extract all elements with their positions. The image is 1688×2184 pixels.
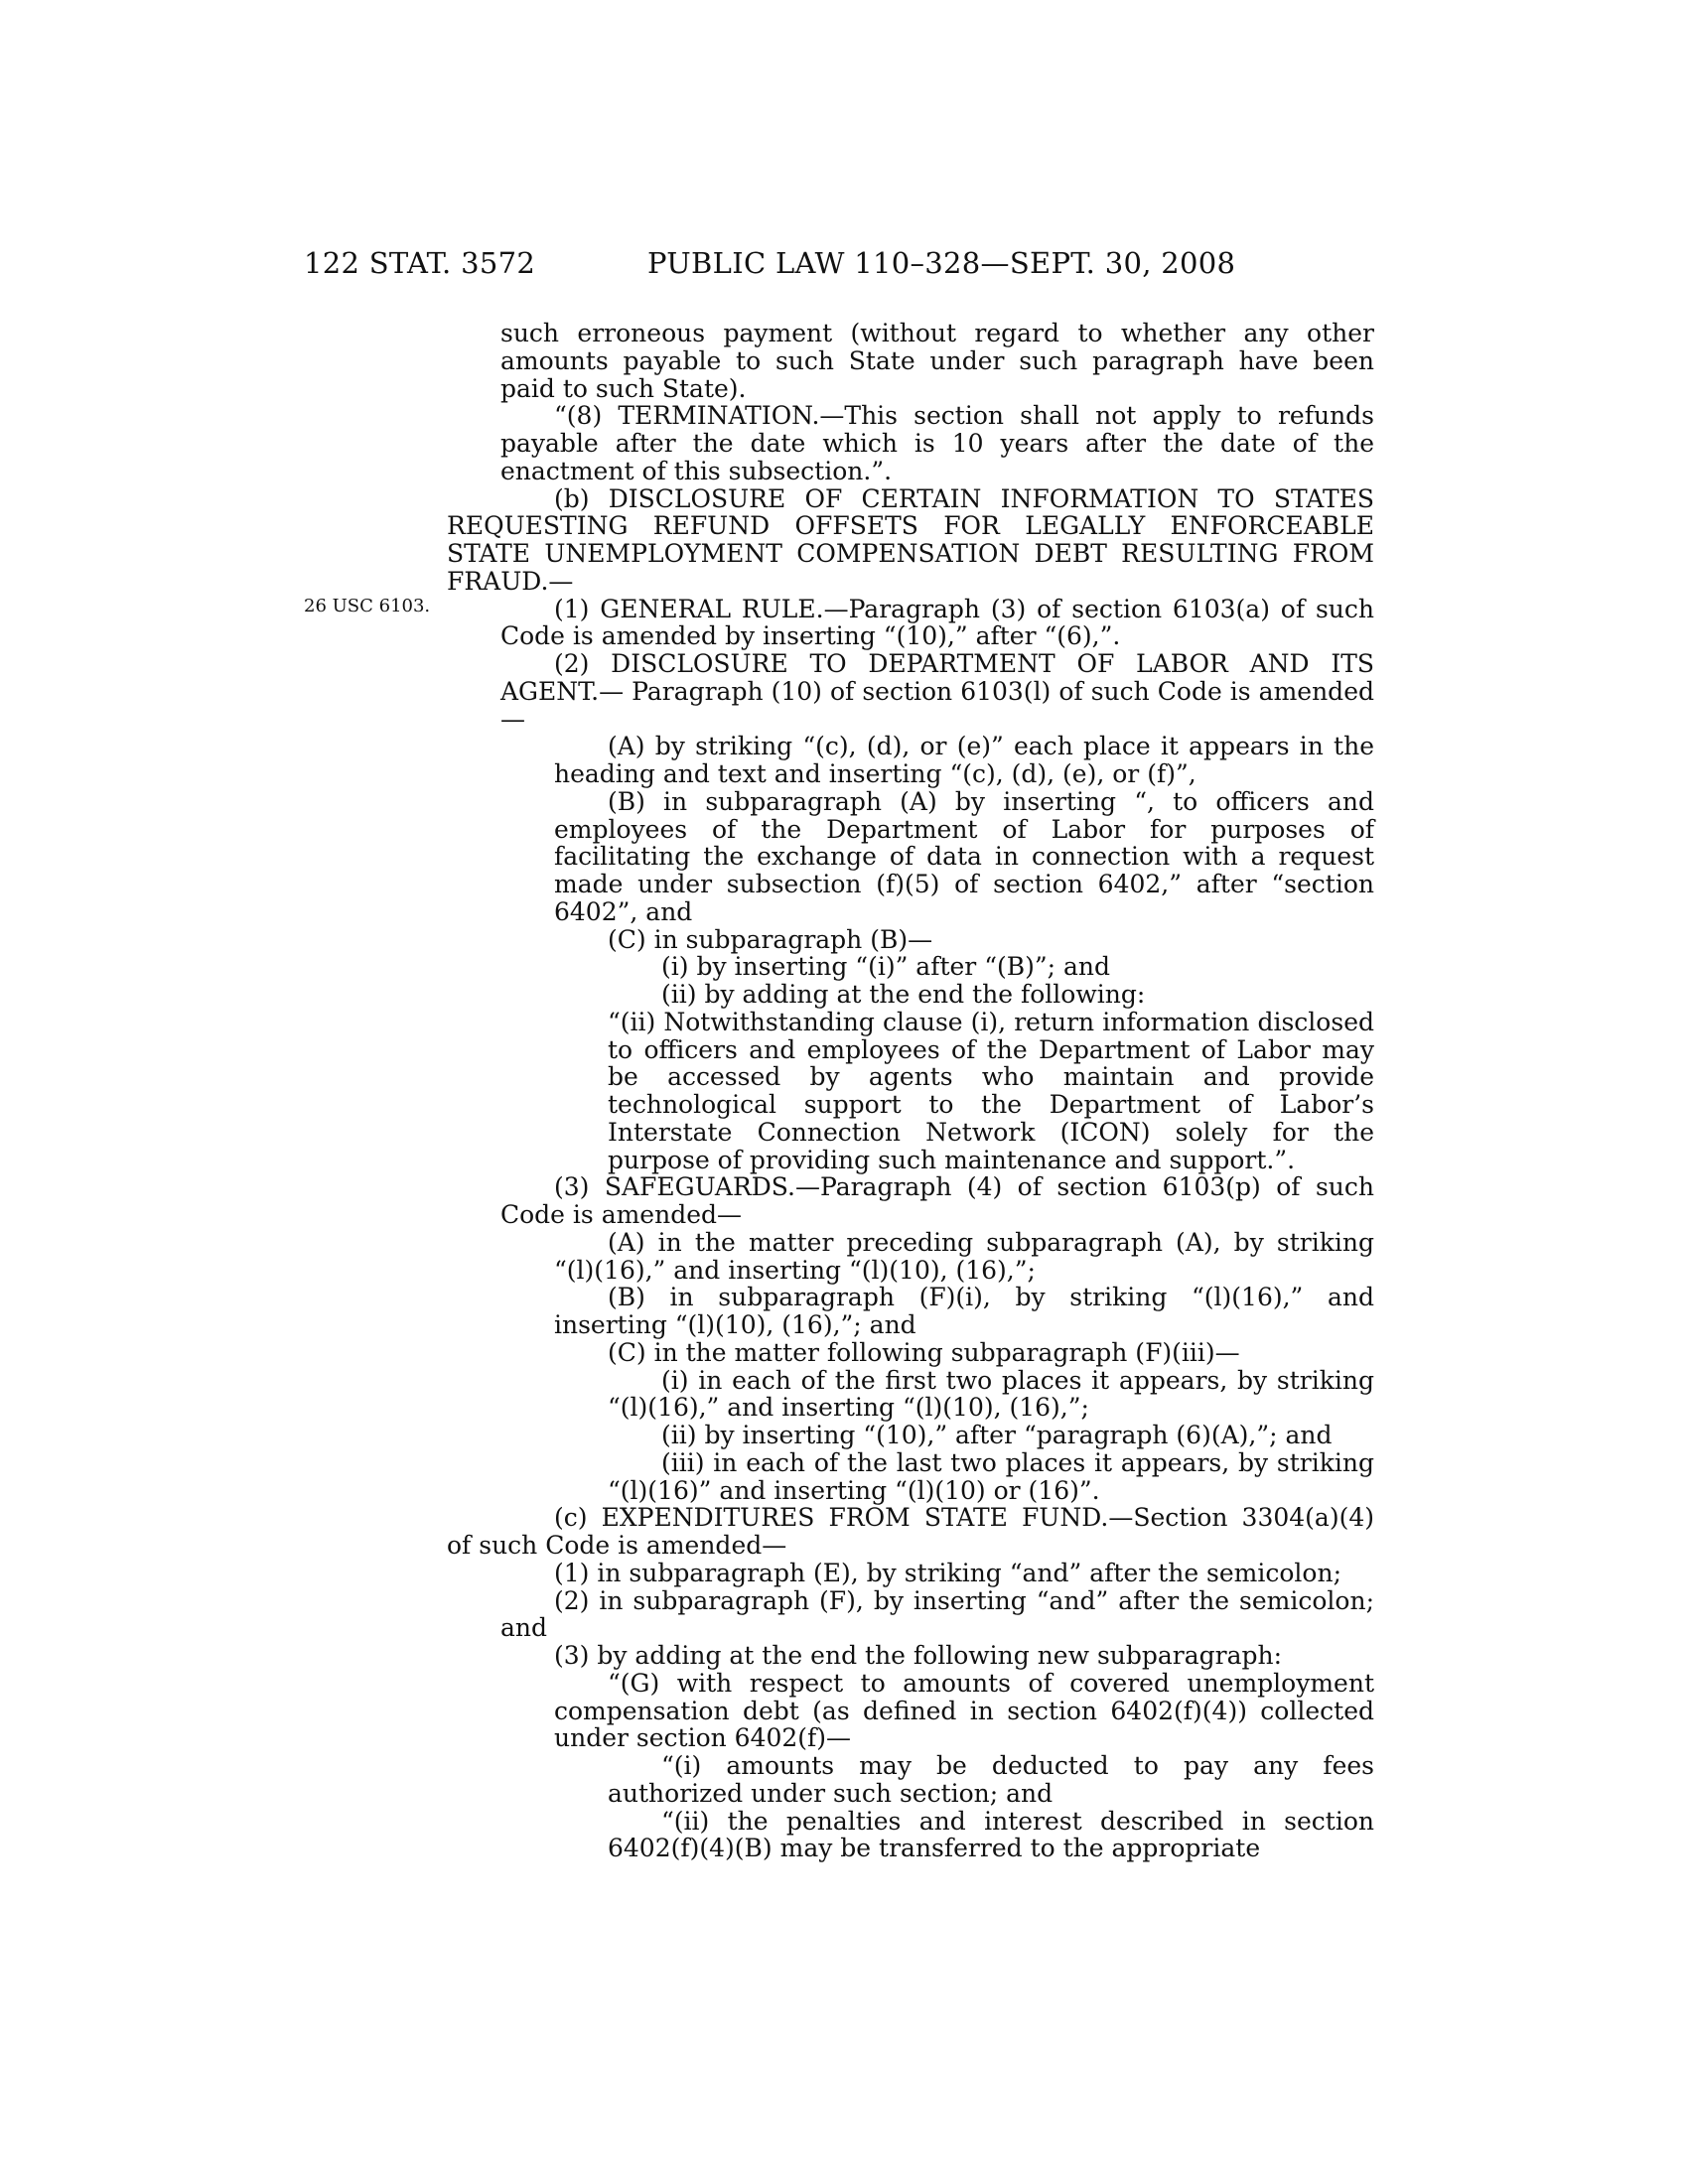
statute-body xyxy=(447,319,1374,1863)
paragraph: such erroneous payment (without regard to whether any other amounts payable to such State under such paragraph have been paid to such State). xyxy=(500,319,1374,403)
margin-citation: 26 USC 6103. xyxy=(304,596,431,616)
paragraph: (A) in the matter preceding subparagraph (A), by striking “(l)(16),” and inserting “(l)(10), (16),”; xyxy=(554,1227,1374,1285)
quoted-paragraph: “(ii) the penalties and interest described in section 6402(f)(4)(B) may be transferred to the appropriate xyxy=(608,1806,1374,1863)
paragraph: “(8) TERMINATION.—This section shall not apply to refunds payable after the date which is 10 years after the date of the enactment of this subsection.”. xyxy=(500,401,1374,485)
running-title: PUBLIC LAW 110–328—SEPT. 30, 2008 xyxy=(647,246,1236,280)
paragraph: (2) DISCLOSURE TO DEPARTMENT OF LABOR AND ITS AGENT.— Paragraph (10) of section 6103(l) of such Code is amended— xyxy=(500,649,1374,734)
quoted-paragraph: “(i) amounts may be deducted to pay any fees authorized under such section; and xyxy=(608,1751,1374,1808)
paragraph: (1) GENERAL RULE.—Paragraph (3) of section 6103(a) of such Code is amended by inserting “(10),” after “(6),”. xyxy=(500,594,1374,651)
paragraph: (C) in the matter following subparagraph (F)(iii)— xyxy=(608,1337,1240,1367)
running-header xyxy=(0,246,1688,286)
paragraph: (2) in subparagraph (F), by inserting “and” after the semicolon; and xyxy=(500,1585,1374,1643)
paragraph: (A) by striking “(c), (d), or (e)” each place it appears in the heading and text and inserting “(c), (d), (e), or (f)”, xyxy=(554,732,1374,788)
page-reference: 122 STAT. 3572 xyxy=(304,246,536,280)
quoted-clause: “(ii) Notwithstanding clause (i), return information disclosed to officers and employees of the Department of Labor may be accessed by agents who maintain and provide technological support to the Department of Labor’s Interstate Connection Network (ICON) solely for the purpose of providing such maintenance and support.”. xyxy=(608,1007,1374,1174)
paragraph: (1) in subparagraph (E), by striking “and” after the semicolon; xyxy=(554,1558,1342,1587)
paragraph: (i) by inserting “(i)” after “(B)”; and xyxy=(661,952,1111,982)
paragraph: (B) in subparagraph (A) by inserting “, to officers and employees of the Department of Labor for purposes of facilitating the exchange of data in connection with a request made under subsection (f)(5) of section 6402,” after “section 6402”, and xyxy=(554,786,1374,926)
paragraph: (ii) by inserting “(10),” after “paragraph (6)(A),”; and xyxy=(661,1421,1333,1449)
paragraph: (3) by adding at the end the following new subparagraph: xyxy=(554,1641,1283,1670)
paragraph: (B) in subparagraph (F)(i), by striking “(l)(16),” and inserting “(l)(10), (16),”; and xyxy=(554,1283,1374,1339)
quoted-paragraph: “(G) with respect to amounts of covered unemployment compensation debt (as defined in section 6402(f)(4)) collected under section 6402(f)— xyxy=(554,1668,1374,1753)
section-heading: (c) EXPENDITURES FROM STATE FUND.—Section 3304(a)(4) of such Code is amended— xyxy=(447,1503,1374,1560)
paragraph: (ii) by adding at the end the following: xyxy=(661,980,1146,1009)
paragraph: (i) in each of the first two places it appears, by striking “(l)(16),” and inserting “(l)(10), (16),”; xyxy=(608,1365,1374,1423)
paragraph: (3) SAFEGUARDS.—Paragraph (4) of section 6103(p) of such Code is amended— xyxy=(500,1172,1374,1229)
paragraph: (iii) in each of the last two places it appears, by striking “(l)(16)” and inserting “(l)(10) or (16)”. xyxy=(608,1447,1374,1505)
section-heading: (b) DISCLOSURE OF CERTAIN INFORMATION TO STATES REQUESTING REFUND OFFSETS FOR LEGALLY ENFORCEABLE STATE UNEMPLOYMENT COMPENSATION DEBT RESULTING FROM FRAUD.— xyxy=(447,483,1374,596)
paragraph: (C) in subparagraph (B)— xyxy=(608,924,933,954)
